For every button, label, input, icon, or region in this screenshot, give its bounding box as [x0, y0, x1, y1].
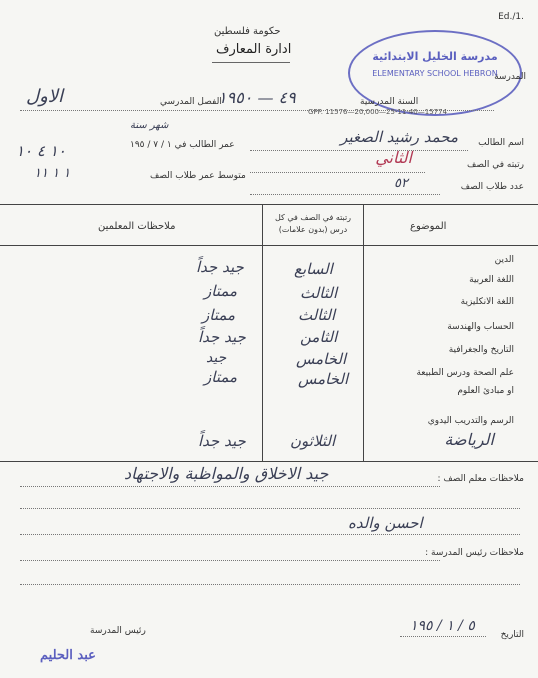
- row-subject-history: التاريخ والجغرافية: [448, 345, 514, 355]
- table-bottom-rule: [0, 461, 538, 462]
- government-title: حكومة فلسطين: [214, 26, 281, 37]
- row-note-health: جيد: [206, 350, 227, 366]
- principal-dotline-2: [20, 584, 520, 585]
- teacher-dotline-1: [20, 486, 440, 487]
- row-rank-english: الثالث: [300, 284, 338, 302]
- age-label: عمر الطالب في ١ / ٧ / ١٩٥: [130, 140, 235, 150]
- date-label: التاريخ: [500, 630, 524, 640]
- row-subject-sports: الرياضة: [444, 430, 494, 449]
- guardian-signature: احسن والده: [348, 514, 423, 532]
- row-rank-health: الخامس: [296, 350, 347, 368]
- department-title: ادارة المعارف: [216, 42, 292, 57]
- class-count-label: عدد طلاب الصف: [460, 182, 524, 192]
- age-header: شهر سنة: [130, 120, 169, 131]
- date-dotline: [400, 636, 486, 637]
- row-rank-sports: الثلاثون: [290, 432, 336, 450]
- age-values: ١٠ ٤ ١٠: [16, 142, 66, 160]
- student-name-label: اسم الطالب: [478, 138, 524, 148]
- class-rank: الثاني: [375, 148, 412, 167]
- signature-label: رئيس المدرسة: [90, 626, 146, 636]
- rank-dotline: [250, 172, 425, 173]
- teacher-dotline-3: [20, 534, 520, 535]
- row-subject-arabic: اللغة العربية: [469, 275, 514, 285]
- date-value: ٥ / ١ / ١٩٥: [410, 618, 475, 634]
- principal-signature: عبد الحليم: [40, 648, 96, 663]
- print-code: GPP. 11576—20,000—25-11-40—15774: [308, 108, 448, 116]
- row-rank-history: الثامن: [300, 328, 338, 346]
- row-note-sports: جيد جداً: [198, 432, 246, 450]
- year-label: السنة المدرسية: [360, 97, 419, 107]
- term-value: الاول: [26, 86, 64, 107]
- principal-dotline-1: [20, 560, 440, 561]
- row-note-english: ممتاز: [204, 282, 238, 300]
- row-subject-drawing: الرسم والتدريب اليدوي: [427, 416, 514, 426]
- row-rank-arabic: السابع: [294, 260, 333, 278]
- table-divider-1: [262, 204, 263, 461]
- row-subject-math: الحساب والهندسة: [447, 322, 514, 332]
- table-top-rule: [0, 204, 538, 205]
- rank-label: رتبته في الصف: [467, 160, 524, 170]
- row-subject-science: او مبادئ العلوم: [457, 386, 514, 396]
- row-note-science: ممتاز: [204, 368, 238, 386]
- table-divider-2: [363, 204, 364, 461]
- year-dotline: [20, 110, 494, 111]
- header-underline: [212, 62, 290, 63]
- class-teacher-note: جيد الاخلاق والمواظبة والاجتهاد: [124, 464, 329, 483]
- school-label: المدرسة: [494, 72, 526, 82]
- class-teacher-label: ملاحظات معلم الصف :: [437, 474, 524, 484]
- count-dotline: [250, 194, 440, 195]
- avg-age-label: متوسط عمر طلاب الصف: [150, 171, 246, 181]
- class-count: ٥٢: [394, 176, 408, 191]
- col-subject-header: الموضوع: [410, 221, 447, 232]
- col-notes-header: ملاحظات المعلمين: [98, 221, 176, 232]
- table-header-rule: [0, 245, 538, 246]
- row-note-arabic: جيد جداً: [196, 258, 244, 276]
- row-note-math: ممتاز: [202, 306, 236, 324]
- row-subject-english: اللغة الانكليزية: [460, 297, 514, 307]
- avg-age-values: ١ ١ ١١: [34, 166, 71, 181]
- year-value: ٤٩ — ١٩٥٠: [218, 88, 296, 107]
- stamp-text-latin: ELEMENTARY SCHOOL HEBRON: [372, 69, 498, 78]
- edition-label: Ed./1.: [498, 12, 524, 22]
- col-rank-header: رتبته في الصف في كل درس (بدون علامات): [274, 213, 352, 234]
- term-label: الفصل المدرسي: [160, 97, 222, 107]
- teacher-dotline-2: [20, 508, 520, 509]
- name-dotline: [250, 150, 468, 151]
- principal-label: ملاحظات رئيس المدرسة :: [425, 548, 524, 558]
- row-subject-religion: الدين: [494, 255, 514, 265]
- stamp-text: مدرسة الخليل الابتدائية: [372, 50, 498, 63]
- student-name: محمد رشيد الصغير: [340, 128, 458, 146]
- row-rank-science: الخامس: [298, 370, 349, 388]
- row-rank-math: الثالث: [298, 306, 336, 324]
- row-note-history: جيد جداً: [198, 328, 246, 346]
- row-subject-health: علم الصحة ودرس الطبيعة: [416, 368, 514, 378]
